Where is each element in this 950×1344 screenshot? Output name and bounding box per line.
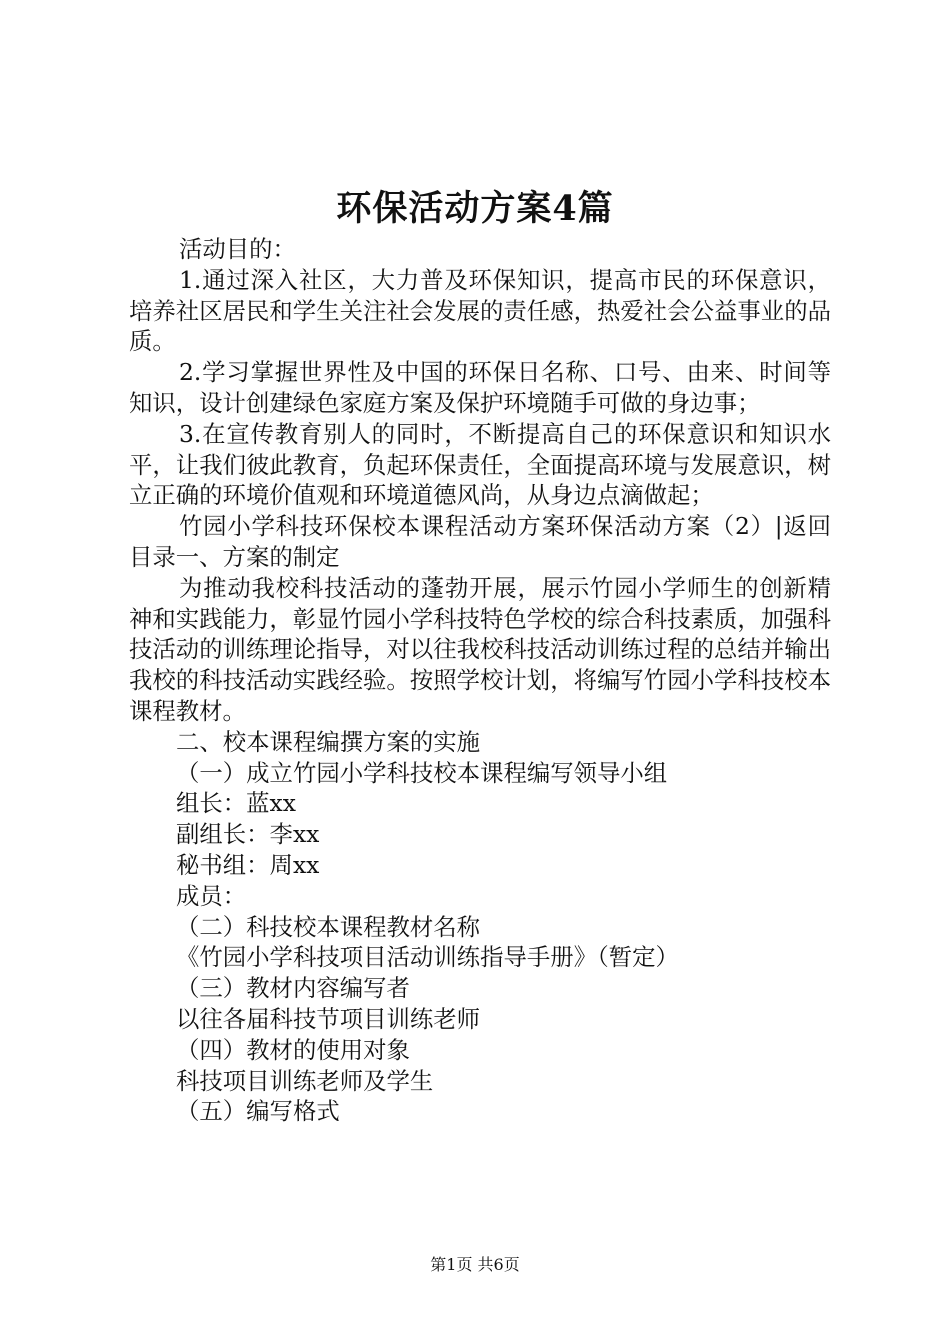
document-title: 环保活动方案4篇 <box>336 188 614 229</box>
subsection-heading: （三）教材内容编写者 <box>176 974 410 1003</box>
list-item: 以往各届科技节项目训练老师 <box>176 1004 481 1033</box>
paragraph: 3.在宣传教育别人的同时，不断提高自己的环保意识和知识水平，让我们彼此教育，负起环保责任，全面提高环境与发展意识，树立正确的环境价值观和环境道德风尚，从身边点滴做起； <box>129 419 831 510</box>
subsection-heading: （五）编写格式 <box>176 1097 340 1126</box>
section-heading: 二、校本课程编撰方案的实施 <box>176 727 481 756</box>
list-item: 科技项目训练老师及学生 <box>176 1066 434 1095</box>
paragraph: 竹园小学科技环保校本课程活动方案环保活动方案（2）|返回目录一、方案的制定 <box>129 512 831 571</box>
paragraph: 活动目的： <box>179 235 296 263</box>
paragraph: 为推动我校科技活动的蓬勃开展，展示竹园小学师生的创新精神和实践能力，彰显竹园小学科技特色学校的综合科技素质，加强科技活动的训练理论指导，对以往我校科技活动训练过程的总结并输出我校的科技活动实践经验。按照学校计划，将编写竹园小学科技校本课程教材。 <box>129 573 831 725</box>
subsection-heading: （一）成立竹园小学科技校本课程编写领导小组 <box>176 758 668 787</box>
list-item: 组长：蓝xx <box>176 789 296 818</box>
subsection-heading: （四）教材的使用对象 <box>176 1035 410 1064</box>
subsection-heading: （二）科技校本课程教材名称 <box>176 912 481 941</box>
document-body <box>129 234 831 1127</box>
page-number-footer: 第1页 共6页 <box>430 1255 520 1274</box>
list-item: 成员： <box>176 881 247 910</box>
paragraph: 1.通过深入社区，大力普及环保知识，提高市民的环保意识，培养社区居民和学生关注社会发展的责任感，热爱社会公益事业的品质。 <box>129 265 831 356</box>
list-item: 副组长：李xx <box>176 820 320 849</box>
list-item: 秘书组：周xx <box>176 850 320 879</box>
paragraph: 2.学习掌握世界性及中国的环保日名称、口号、由来、时间等知识，设计创建绿色家庭方案及保护环境随手可做的身边事； <box>129 358 831 417</box>
list-item: 《竹园小学科技项目活动训练指导手册》（暂定） <box>176 943 679 972</box>
